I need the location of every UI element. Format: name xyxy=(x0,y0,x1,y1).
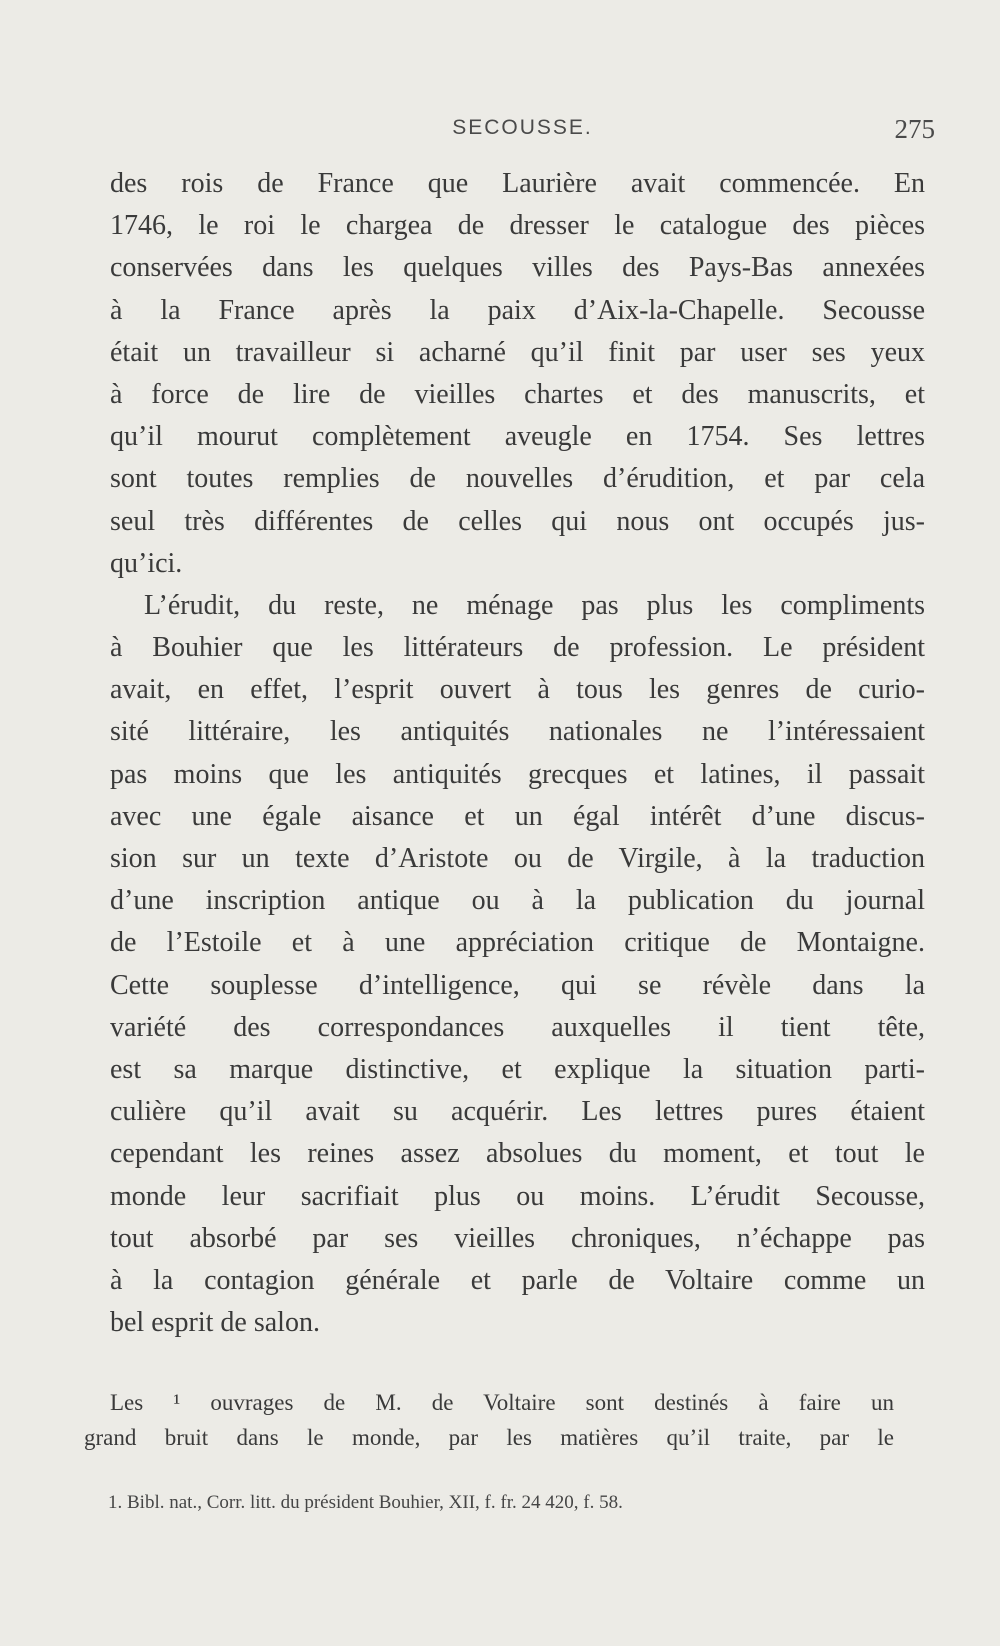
text-line: des rois de France que Laurière avait commencée. En xyxy=(110,168,925,199)
text-line: à la France après la paix d’Aix-la-Chapelle. Secousse xyxy=(110,294,925,326)
text-line: monde leur sacrifiait plus ou moins. L’érudit Secousse, xyxy=(110,1180,925,1212)
text-line: est sa marque distinctive, et explique la situation parti- xyxy=(110,1053,925,1085)
running-head xyxy=(110,112,935,152)
text-line: à la contagion générale et parle de Voltaire comme un xyxy=(110,1264,925,1296)
footnote: 1. Bibl. nat., Corr. litt. du président Bouhier, XII, f. fr. 24 420, f. 58. xyxy=(108,1492,623,1513)
text-line: avec une égale aisance et un égal intérêt d’une discus- xyxy=(110,800,925,832)
text-line: à force de lire de vieilles chartes et des manuscrits, et xyxy=(110,378,925,410)
text-line: sité littéraire, les antiquités nationales ne l’intéressaient xyxy=(110,716,925,748)
paragraph-1 xyxy=(110,163,925,585)
text-line: cependant les reines assez absolues du moment, et tout le xyxy=(110,1138,925,1170)
text-line: seul très différentes de celles qui nous ont occupés jus- xyxy=(110,505,925,537)
body-text xyxy=(110,163,925,1344)
text-line: bel esprit de salon. xyxy=(110,1307,320,1339)
text-line: L’érudit, du reste, ne ménage pas plus les compliments xyxy=(144,589,925,621)
text-line: Cette souplesse d’intelligence, qui se révèle dans la xyxy=(110,969,925,1001)
block-quotation xyxy=(84,1385,894,1455)
text-line: variété des correspondances auxquelles il tient tête, xyxy=(110,1011,925,1043)
text-line: de l’Estoile et à une appréciation critique de Montaigne. xyxy=(110,927,925,959)
text-line: 1746, le roi le chargea de dresser le catalogue des pièces xyxy=(110,210,925,242)
text-line: d’une inscription antique ou à la publication du journal xyxy=(110,885,925,917)
text-line: était un travailleur si acharné qu’il finit par user ses yeux xyxy=(110,336,925,368)
text-line: qu’ici. xyxy=(110,547,183,579)
paragraph-2 xyxy=(110,585,925,1344)
text-line: sont toutes remplies de nouvelles d’érudition, et par cela xyxy=(110,463,925,495)
running-title: SECOUSSE. xyxy=(452,116,593,139)
page-number: 275 xyxy=(894,114,935,144)
text-line: pas moins que les antiquités grecques et latines, il passait xyxy=(110,758,925,790)
text-line: culière qu’il avait su acquérir. Les lettres pures étaient xyxy=(110,1096,925,1128)
text-line: conservées dans les quelques villes des Pays-Bas annexées xyxy=(110,252,925,284)
text-line: tout absorbé par ses vieilles chroniques, n’échappe pas xyxy=(110,1222,925,1254)
text-line: qu’il mourut complètement aveugle en 1754. Ses lettres xyxy=(110,421,925,453)
text-line: avait, en effet, l’esprit ouvert à tous les genres de curio- xyxy=(110,674,925,706)
quotation-line: grand bruit dans le monde, par les matières qu’il traite, par le xyxy=(84,1425,894,1450)
text-line: sion sur un texte d’Aristote ou de Virgile, à la traduction xyxy=(110,843,925,874)
text-line: à Bouhier que les littérateurs de profession. Le président xyxy=(110,632,925,664)
quotation-line: Les ¹ ouvrages de M. de Voltaire sont destinés à faire un xyxy=(110,1390,894,1415)
